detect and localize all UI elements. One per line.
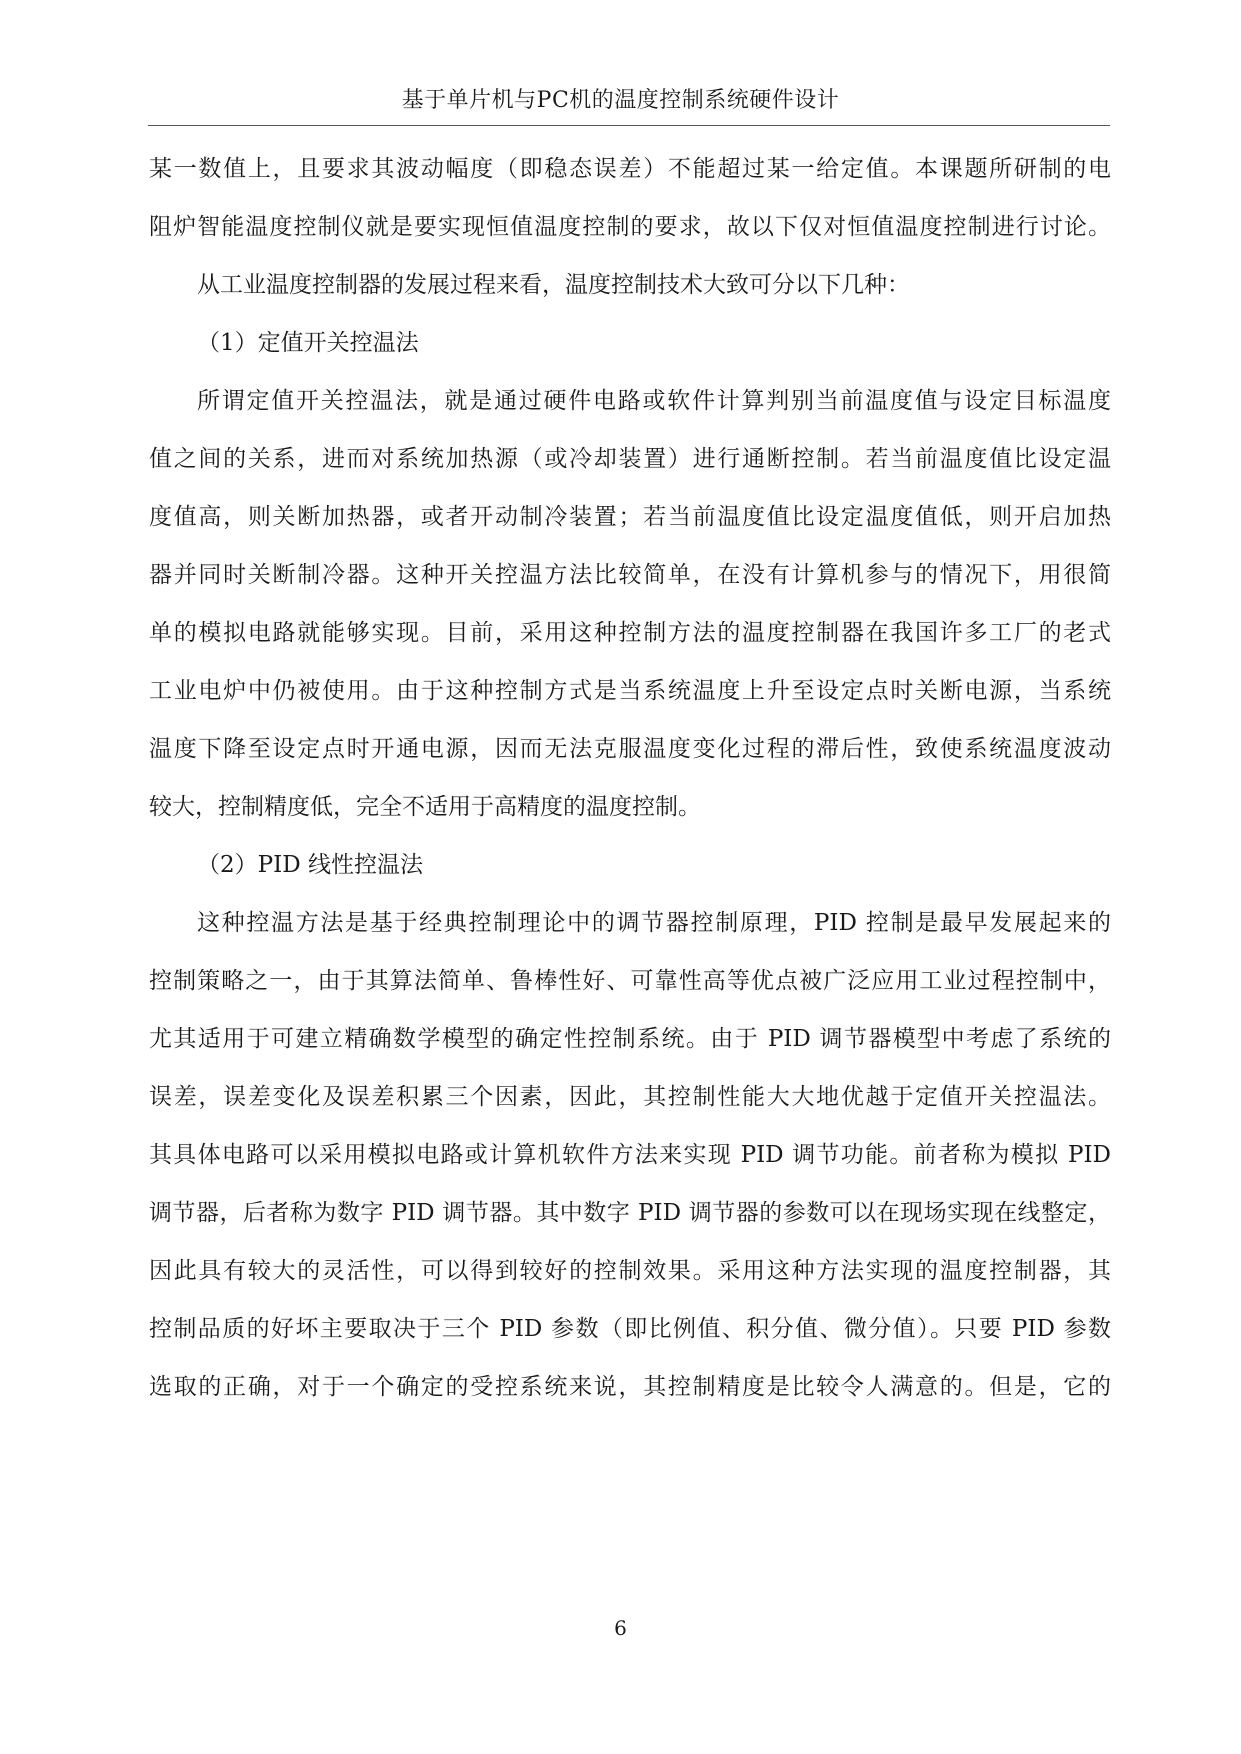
body-text (149, 140, 1111, 1416)
text-line: 因此具有较大的灵活性，可以得到较好的控制效果。采用这种方法实现的温度控制器，其 (149, 1258, 1111, 1284)
text-line: 控制策略之一，由于其算法简单、鲁棒性好、可靠性高等优点被广泛应用工业过程控制中， (149, 968, 1111, 994)
section-heading: （2）PID 线性控温法 (197, 852, 423, 878)
text-line: 器并同时关断制冷器。这种开关控温方法比较简单，在没有计算机参与的情况下，用很简 (149, 562, 1111, 588)
text-line: 温度下降至设定点时开通电源，因而无法克服温度变化过程的滞后性，致使系统温度波动 (149, 736, 1111, 762)
text-line: 从工业温度控制器的发展过程来看，温度控制技术大致可分以下几种： (197, 272, 910, 298)
text-line: 调节器，后者称为数字 PID 调节器。其中数字 PID 调节器的参数可以在现场实现在线整定， (149, 1200, 1111, 1226)
running-header: 基于单片机与PC机的温度控制系统硬件设计 (401, 88, 840, 113)
text-line: 其具体电路可以采用模拟电路或计算机软件方法来实现 PID 调节功能。前者称为模拟 PID (149, 1142, 1111, 1168)
text-line: 这种控温方法是基于经典控制理论中的调节器控制原理，PID 控制是最早发展起来的 (197, 910, 1111, 936)
text-line: 某一数值上，且要求其波动幅度（即稳态误差）不能超过某一给定值。本课题所研制的电 (149, 156, 1111, 182)
text-line: 选取的正确，对于一个确定的受控系统来说，其控制精度是比较令人满意的。但是，它的 (149, 1374, 1111, 1400)
text-line: 工业电炉中仍被使用。由于这种控制方式是当系统温度上升至设定点时关断电源，当系统 (149, 678, 1111, 704)
page-number: 6 (614, 1616, 627, 1640)
text-line: 度值高，则关断加热器，或者开动制冷装置；若当前温度值比设定温度值低，则开启加热 (149, 504, 1111, 530)
text-line: 所谓定值开关控温法，就是通过硬件电路或软件计算判别当前温度值与设定目标温度 (197, 388, 1111, 414)
text-line: 单的模拟电路就能够实现。目前，采用这种控制方法的温度控制器在我国许多工厂的老式 (149, 620, 1111, 646)
section-heading: （1）定值开关控温法 (197, 330, 419, 356)
text-line: 较大，控制精度低，完全不适用于高精度的温度控制。 (149, 794, 701, 820)
text-line: 误差，误差变化及误差积累三个因素，因此，其控制性能大大地优越于定值开关控温法。 (149, 1084, 1111, 1110)
header-rule (148, 125, 1110, 126)
text-line: 控制品质的好坏主要取决于三个 PID 参数（即比例值、积分值、微分值）。只要 PID 参数 (149, 1316, 1111, 1342)
text-line: 阻炉智能温度控制仪就是要实现恒值温度控制的要求，故以下仅对恒值温度控制进行讨论。 (149, 214, 1111, 240)
text-line: 值之间的关系，进而对系统加热源（或冷却装置）进行通断控制。若当前温度值比设定温 (149, 446, 1111, 472)
text-line: 尤其适用于可建立精确数学模型的确定性控制系统。由于 PID 调节器模型中考虑了系统的 (149, 1026, 1111, 1052)
